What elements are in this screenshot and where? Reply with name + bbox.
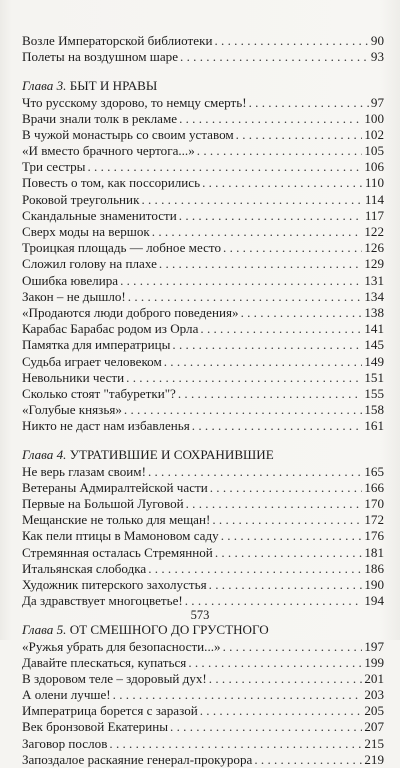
toc-entry-page: 117 <box>364 207 384 223</box>
chapter-heading <box>22 78 384 94</box>
toc-leader-dots <box>223 240 362 256</box>
toc-leader-dots <box>159 256 362 272</box>
toc-leader-dots <box>170 719 362 735</box>
toc-entry <box>22 402 384 418</box>
toc-leader-dots <box>124 402 362 418</box>
toc-leader-dots <box>141 192 362 208</box>
toc-leader-dots <box>186 496 363 512</box>
chapters-container <box>22 78 384 768</box>
toc-entry <box>22 736 384 752</box>
toc-entry-page: 122 <box>364 224 384 240</box>
toc-leader-dots <box>178 386 363 402</box>
toc-leader-dots <box>214 33 368 49</box>
toc-entry <box>22 720 384 736</box>
toc-entry <box>22 464 384 480</box>
toc-leader-dots <box>212 512 362 528</box>
toc-entry-page: 141 <box>364 321 384 337</box>
toc-entry-title: Художник питерского захолустья <box>22 576 207 592</box>
toc-entry-page: 205 <box>364 703 384 719</box>
toc-leader-dots <box>180 49 369 65</box>
toc-entry-page: 138 <box>364 304 384 320</box>
toc-leader-dots <box>109 736 362 752</box>
toc-entry <box>22 687 384 703</box>
toc-entry <box>22 49 384 65</box>
toc-entry-page: 186 <box>364 560 384 576</box>
toc-entry-title: Что русскому здорово, то немцу смерть! <box>22 94 247 110</box>
toc-entry <box>22 528 384 544</box>
toc-entry-page: 126 <box>364 240 384 256</box>
toc-entry-title: Памятка для императрицы <box>22 337 171 353</box>
toc-entry-title: Полеты на воздушном шаре <box>22 49 179 65</box>
toc-entry-title: Ошибка ювелира <box>22 272 119 288</box>
toc-entry-title: «И вместо брачного чертога...» <box>22 143 195 159</box>
toc-leader-dots <box>172 337 362 353</box>
toc-entry-page: 194 <box>364 593 384 609</box>
toc-entry <box>22 273 384 289</box>
toc-entry <box>22 354 384 370</box>
toc-entry <box>22 545 384 561</box>
toc-entry-page: 93 <box>370 49 384 65</box>
toc-entry-title: Сверх моды на вершок <box>22 224 150 240</box>
toc-entry-title: Запоздалое раскаяние генерал-прокурора <box>22 751 253 767</box>
toc-entry-page: 145 <box>364 337 384 353</box>
chapter-heading <box>22 622 384 638</box>
chapter-title: БЫТ И НРАВЫ <box>69 78 158 94</box>
toc-entry <box>22 289 384 305</box>
chapter-heading <box>22 448 384 464</box>
toc-entry-title: Век бронзовой Екатерины <box>22 719 169 735</box>
toc-entry <box>22 496 384 512</box>
toc-entry-title: А олени лучше! <box>22 687 111 703</box>
toc-entry-title: Судьба играет человеком <box>22 353 162 369</box>
toc-entry <box>22 321 384 337</box>
chapter-section <box>22 448 384 610</box>
toc-entry <box>22 655 384 671</box>
toc-entry-page: 199 <box>364 654 384 670</box>
toc-entry-page: 181 <box>364 544 384 560</box>
toc-leader-dots <box>202 175 363 191</box>
toc-entry-page: 207 <box>364 719 384 735</box>
toc-entry-page: 219 <box>364 751 384 767</box>
chapter-label: Глава 5. <box>22 622 67 638</box>
toc-leader-dots <box>209 577 363 593</box>
toc-entry <box>22 561 384 577</box>
toc-leader-dots <box>152 224 363 240</box>
toc-entry-title: В здоровом теле – здоровый дух! <box>22 670 207 686</box>
toc-leader-dots <box>223 639 363 655</box>
toc-entry-page: 149 <box>364 353 384 369</box>
toc-entry-page: 161 <box>364 418 384 434</box>
toc-entry-title: Итальянская слободка <box>22 560 147 576</box>
toc-entry-page: 158 <box>364 402 384 418</box>
toc-entry-title: Давайте плескаться, купаться <box>22 654 187 670</box>
toc-leader-dots <box>197 143 363 159</box>
toc-leader-dots <box>120 273 362 289</box>
toc-entry <box>22 33 384 49</box>
toc-entry <box>22 418 384 434</box>
toc-entry <box>22 111 384 127</box>
toc-leader-dots <box>113 687 363 703</box>
toc-entry-title: Как пели птицы в Мамоновом саду <box>22 528 219 544</box>
section-gap <box>22 65 384 78</box>
toc-entry-title: Три сестры <box>22 159 86 175</box>
toc-entry-page: 190 <box>364 576 384 592</box>
toc-entry-page: 110 <box>364 175 384 191</box>
toc-entry-title: Карабас Барабас родом из Орла <box>22 321 199 337</box>
toc-entry-title: Да здравствует многоцветье! <box>22 593 183 609</box>
toc-entry-page: 90 <box>370 32 384 48</box>
toc-entry-title: Роковой треугольник <box>22 191 140 207</box>
toc-entry <box>22 703 384 719</box>
toc-entry-page: 166 <box>364 479 384 495</box>
toc-entry <box>22 386 384 402</box>
toc-leader-dots <box>254 752 362 768</box>
toc-entry-page: 106 <box>364 159 384 175</box>
chapter-section <box>22 78 384 434</box>
toc-entry <box>22 192 384 208</box>
toc-entry-title: Никто не даст нам избавленья <box>22 418 190 434</box>
toc-entry-page: 131 <box>364 272 384 288</box>
toc-entry-page: 134 <box>364 288 384 304</box>
toc-entry-page: 129 <box>364 256 384 272</box>
toc-entry-title: «Голубые князья» <box>22 402 122 418</box>
toc-entry-title: Сколько стоят "табуретки"? <box>22 385 176 401</box>
toc-entry <box>22 143 384 159</box>
toc-entry-page: 100 <box>364 110 384 126</box>
toc-leader-dots <box>126 370 362 386</box>
page-number: 573 <box>190 608 210 622</box>
chapter-label: Глава 3. <box>22 78 67 94</box>
toc-entry <box>22 337 384 353</box>
toc-entry-title: Возле Императорской библиотеки <box>22 32 213 48</box>
toc-entry-page: 170 <box>364 496 384 512</box>
toc-entry <box>22 159 384 175</box>
toc-leader-dots <box>249 95 369 111</box>
toc-entry-title: Скандальные знаменитости <box>22 207 177 223</box>
toc-leader-dots <box>148 561 362 577</box>
toc-entry <box>22 370 384 386</box>
toc-leader-dots <box>128 289 363 305</box>
toc-leader-dots <box>179 111 362 127</box>
toc-entry-title: Первые на Большой Луговой <box>22 496 184 512</box>
toc-entry <box>22 512 384 528</box>
toc-entry-title: Закон – не дышло! <box>22 288 126 304</box>
toc-entry <box>22 577 384 593</box>
chapter-section <box>22 622 384 768</box>
toc-entry-page: 197 <box>364 638 384 654</box>
toc-entry <box>22 95 384 111</box>
toc-entry-page: 215 <box>364 735 384 751</box>
toc-leader-dots <box>236 127 363 143</box>
toc-entry-title: «Ружья убрать для безопасности...» <box>22 638 221 654</box>
toc-entry <box>22 480 384 496</box>
toc-entry-title: Заговор послов <box>22 735 108 751</box>
toc-entry-page: 165 <box>364 463 384 479</box>
toc-entry-title: Сложил голову на плахе <box>22 256 157 272</box>
toc-leader-dots <box>188 655 362 671</box>
toc-entry-title: Стремянная осталась Стремянной <box>22 544 213 560</box>
section-gap <box>22 435 384 448</box>
toc-entry-title: Невольники чести <box>22 369 125 385</box>
toc-entry <box>22 176 384 192</box>
toc-entry-page: 155 <box>364 385 384 401</box>
chapter-label: Глава 4. <box>22 447 67 463</box>
toc-leader-dots <box>241 305 363 321</box>
toc-leader-dots <box>192 418 363 434</box>
toc-leader-dots <box>210 480 363 496</box>
toc-leader-dots <box>164 354 363 370</box>
toc-entry-page: 201 <box>364 670 384 686</box>
toc-leader-dots <box>209 671 363 687</box>
toc-entry-page: 176 <box>364 528 384 544</box>
toc-entry <box>22 127 384 143</box>
toc-leader-dots <box>215 545 363 561</box>
toc-entry-title: Троицкая площадь — лобное место <box>22 240 222 256</box>
toc-leader-dots <box>200 703 363 719</box>
toc-top-section <box>22 33 384 65</box>
toc-leader-dots <box>200 321 362 337</box>
toc-entry-title: «Продаются люди доброго поведения» <box>22 304 239 320</box>
toc-entry-title: Повесть о том, как поссорились <box>22 175 201 191</box>
toc-entry <box>22 240 384 256</box>
toc-entry-title: В чужой монастырь со своим уставом <box>22 126 234 142</box>
toc-entry-title: Мещанские не только для мещан! <box>22 512 211 528</box>
toc-entry <box>22 752 384 768</box>
toc-entry-title: Императрица борется с заразой <box>22 703 198 719</box>
toc-entry-page: 203 <box>364 687 384 703</box>
toc-leader-dots <box>148 464 362 480</box>
toc-leader-dots <box>179 208 363 224</box>
toc-entry-page: 105 <box>364 143 384 159</box>
chapter-title: УТРАТИВШИЕ И СОХРАНИВШИЕ <box>69 447 274 463</box>
toc-entry-title: Не верь глазам своим! <box>22 463 146 479</box>
toc-leader-dots <box>87 159 362 175</box>
toc-entry <box>22 256 384 272</box>
toc-entry <box>22 639 384 655</box>
toc-entry-page: 102 <box>364 126 384 142</box>
toc-leader-dots <box>221 528 363 544</box>
toc-entry <box>22 224 384 240</box>
toc-entry-title: Врачи знали толк в рекламе <box>22 110 178 126</box>
toc-entry-page: 97 <box>370 94 384 110</box>
toc-entry-title: Ветераны Адмиралтейской части <box>22 479 208 495</box>
toc-entry <box>22 671 384 687</box>
toc-entry <box>22 208 384 224</box>
toc-entry-page: 172 <box>364 512 384 528</box>
toc-entry-page: 114 <box>364 191 384 207</box>
toc-entry-page: 151 <box>364 369 384 385</box>
chapter-title: ОТ СМЕШНОГО ДО ГРУСТНОГО <box>69 622 269 638</box>
toc-entry <box>22 305 384 321</box>
